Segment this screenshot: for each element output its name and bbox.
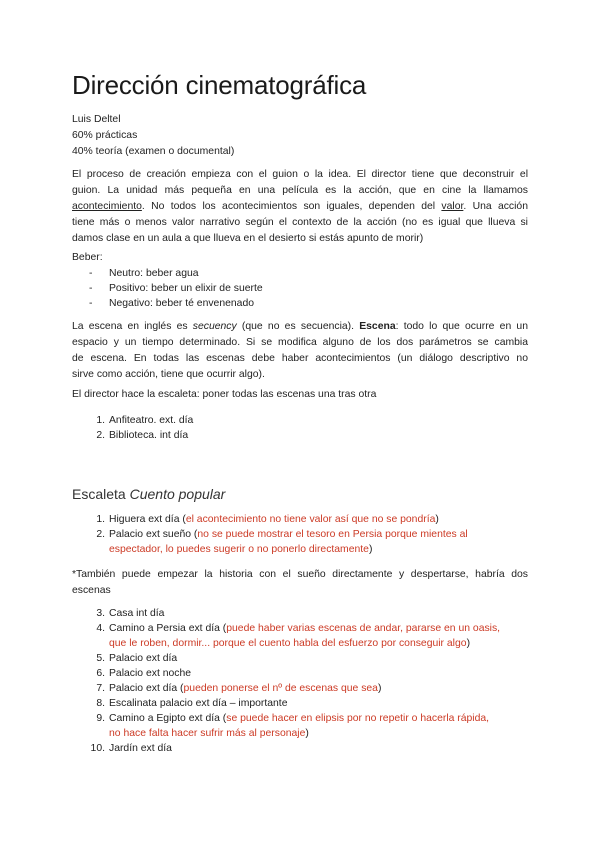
valor-term: valor (441, 201, 464, 212)
escena-line: espacio y un tiempo determinado. Si se modifica alguno de los dos parámetros se cambia (72, 337, 528, 348)
acontecimiento-term: acontecimiento (72, 201, 142, 212)
list-item: 4. Camino a Persia ext día (puede haber varias escenas de andar, pararse en un oasis, (96, 623, 501, 634)
list-item-continuation: espectador, lo puedes sugerir o no ponerlo directamente) (109, 544, 373, 555)
escena-line: de escena. En todas las escenas debe haber acontecimientos (un diálogo descriptivo no (72, 353, 528, 364)
list-item: - Negativo: beber té envenenado (89, 298, 255, 309)
page-title: Dirección cinematográfica (72, 70, 367, 100)
cuento-list-b (90, 606, 529, 756)
section-heading: Escaleta Cuento popular (72, 486, 226, 502)
tambien-paragraph (72, 567, 528, 599)
intro-line: tiene más o menos valor narrativo según el contexto de la acción (no es igual que llueva si (72, 217, 528, 228)
list-item: 1. Anfiteatro. ext. día (96, 415, 194, 426)
list-item: 6. Palacio ext noche (96, 668, 192, 679)
practicas-weight: 60% prácticas (72, 130, 138, 141)
tambien-line: *También puede empezar la historia con el sueño directamente y despertarse, habría dos (72, 569, 528, 580)
escena-paragraph (72, 319, 528, 383)
intro-text: . No todos los acontecimientos son iguales, dependen del (141, 201, 442, 212)
list-item: 9. Camino a Egipto ext día (se puede hacer en elipsis por no repetir o hacerla rápida, (96, 713, 490, 724)
beber-list (89, 266, 529, 311)
intro-line: damos clase en un aula a que llueva en el desierto si estás apunto de morir) (72, 233, 424, 244)
list-item-continuation: no hace falta hacer sufrir más al personaje) (109, 728, 309, 739)
secuency-term: secuency (192, 321, 237, 332)
list-item: 2. Palacio ext sueño (no se puede mostrar el tesoro en Persia porque mientes al (96, 529, 468, 540)
intro-paragraph (72, 167, 528, 247)
intro-line: El proceso de creación empieza con el guion o la idea. El director tiene que deconstruir el (72, 169, 528, 180)
cuento-list-a (96, 512, 529, 557)
escaleta-intro: El director hace la escaleta: poner todas las escenas una tras otra (72, 389, 377, 400)
list-item: 10. Jardín ext día (90, 743, 172, 754)
tambien-line: escenas (72, 585, 111, 596)
teoria-weight: 40% teoría (examen o documental) (72, 146, 235, 157)
author: Luis Deltel (72, 114, 121, 125)
intro-line: guion. La unidad más pequeña en una película es la acción, que en cine la llamamos (72, 185, 528, 196)
list-item: 5. Palacio ext día (96, 653, 178, 664)
intro-text: . Una acción (463, 201, 528, 212)
meta-block (72, 112, 234, 160)
intro-line (72, 199, 528, 215)
list-item: 3. Casa int día (96, 608, 165, 619)
list-item: - Neutro: beber agua (89, 268, 199, 279)
escaleta-list (96, 413, 529, 443)
list-item: 1. Higuera ext día (el acontecimiento no tiene valor así que no se pondría) (96, 514, 439, 525)
list-item: 2. Biblioteca. int día (96, 430, 189, 441)
list-item: - Positivo: beber un elixir de suerte (89, 283, 263, 294)
list-item: 7. Palacio ext día (pueden ponerse el nº de escenas que sea) (96, 683, 382, 694)
list-item: 8. Escalinata palacio ext día – importante (96, 698, 288, 709)
list-item-continuation: que le roben, dormir... porque el cuento habla del esfuerzo por conseguir algo) (109, 638, 471, 649)
escena-line: sirve como acción, tiene que ocurrir algo). (72, 369, 265, 380)
escena-line: La escena en inglés es secuency (que no es secuencia). Escena: todo lo que ocurre en un (72, 321, 528, 332)
beber-label: Beber: (72, 252, 103, 263)
escena-term: Escena (359, 321, 396, 332)
